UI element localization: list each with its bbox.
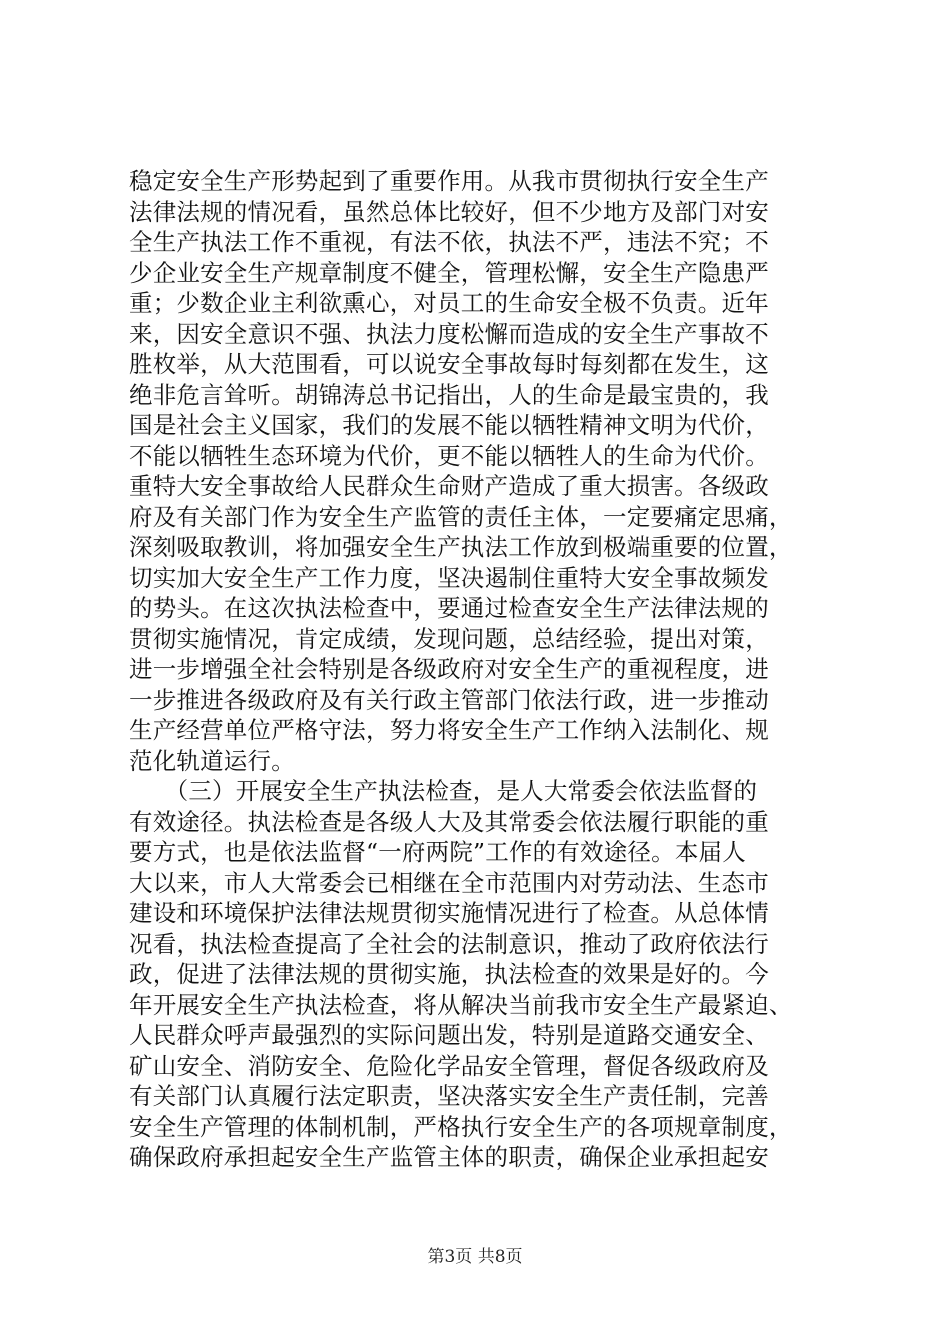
text-line-16: 贯彻实施情况，肯定成绩，发现问题，总结经验，提出对策，: [129, 624, 769, 653]
text-line-20: 范化轨道运行。: [129, 746, 295, 775]
page-footer: [0, 1246, 950, 1268]
text-line-3: 全生产执法工作不重视，有法不依，执法不严，违法不究；不: [129, 228, 769, 256]
text-line-26: 况看，执法检查提高了全社会的法制意识，推动了政府依法行: [129, 929, 769, 958]
text-line-33: 确保政府承担起安全生产监管主体的职责，确保企业承担起安: [129, 1143, 769, 1171]
text-line-17: 进一步增强全社会特别是各级政府对安全生产的重视程度，进: [129, 655, 769, 683]
text-line-14: 切实加大安全生产工作力度，坚决遏制住重特大安全事故频发: [129, 563, 769, 592]
text-line-19: 生产经营单位严格守法，努力将安全生产工作纳入法制化、规: [129, 716, 769, 744]
text-line-4: 少企业安全生产规章制度不健全，管理松懈，安全生产隐患严: [129, 258, 769, 287]
body-text: [129, 166, 834, 1173]
text-line-25: 建设和环境保护法律法规贯彻实施情况进行了检查。从总体情: [129, 899, 769, 927]
page-number-label: 第3页 共8页: [427, 1247, 523, 1267]
text-line-31: 有关部门认真履行法定职责，坚决落实安全生产责任制，完善: [129, 1082, 769, 1110]
text-line-18: 一步推进各级政府及有关行政主管部门依法行政，进一步推动: [129, 685, 769, 714]
text-line-29: 人民群众呼声最强烈的实际问题出发，特别是道路交通安全、: [129, 1021, 769, 1049]
text-line-23: 要方式，也是依法监督“一府两院”工作的有效途径。本届人: [129, 838, 746, 866]
text-line-13: 深刻吸取教训，将加强安全生产执法工作放到极端重要的位置，: [129, 533, 793, 561]
text-line-10: 不能以牺牲生态环境为代价，更不能以牺牲人的生命为代价。: [129, 441, 769, 470]
text-line-9: 国是社会主义国家，我们的发展不能以牺牲精神文明为代价，: [129, 411, 769, 439]
text-line-1: 稳定安全生产形势起到了重要作用。从我市贯彻执行安全生产: [129, 167, 769, 195]
text-line-6: 来，因安全意识不强、执法力度松懈而造成的安全生产事故不: [129, 319, 769, 348]
text-line-32: 安全生产管理的体制机制，严格执行安全生产的各项规章制度，: [129, 1112, 793, 1141]
text-line-21: （三）开展安全生产执法检查，是人大常委会依法监督的: [129, 777, 758, 805]
text-line-11: 重特大安全事故给人民群众生命财产造成了重大损害。各级政: [129, 472, 769, 500]
text-line-15: 的势头。在这次执法检查中，要通过检查安全生产法律法规的: [129, 594, 769, 622]
text-line-30: 矿山安全、消防安全、危险化学品安全管理，督促各级政府及: [129, 1051, 769, 1080]
text-line-28: 年开展安全生产执法检查，将从解决当前我市安全生产最紧迫、: [129, 990, 793, 1019]
text-line-5: 重；少数企业主利欲熏心，对员工的生命安全极不负责。近年: [129, 289, 769, 317]
text-line-2: 法律法规的情况看，虽然总体比较好，但不少地方及部门对安: [129, 197, 769, 226]
text-line-7: 胜枚举，从大范围看，可以说安全事故每时每刻都在发生，这: [129, 350, 769, 378]
text-line-24: 大以来，市人大常委会已相继在全市范围内对劳动法、生态市: [129, 868, 769, 897]
text-line-22: 有效途径。执法检查是各级人大及其常委会依法履行职能的重: [129, 807, 769, 836]
text-line-8: 绝非危言耸听。胡锦涛总书记指出，人的生命是最宝贵的，我: [129, 380, 769, 409]
text-line-12: 府及有关部门作为安全生产监管的责任主体，一定要痛定思痛，: [129, 502, 793, 531]
text-line-27: 政，促进了法律法规的贯彻实施，执法检查的效果是好的。今: [129, 960, 769, 988]
